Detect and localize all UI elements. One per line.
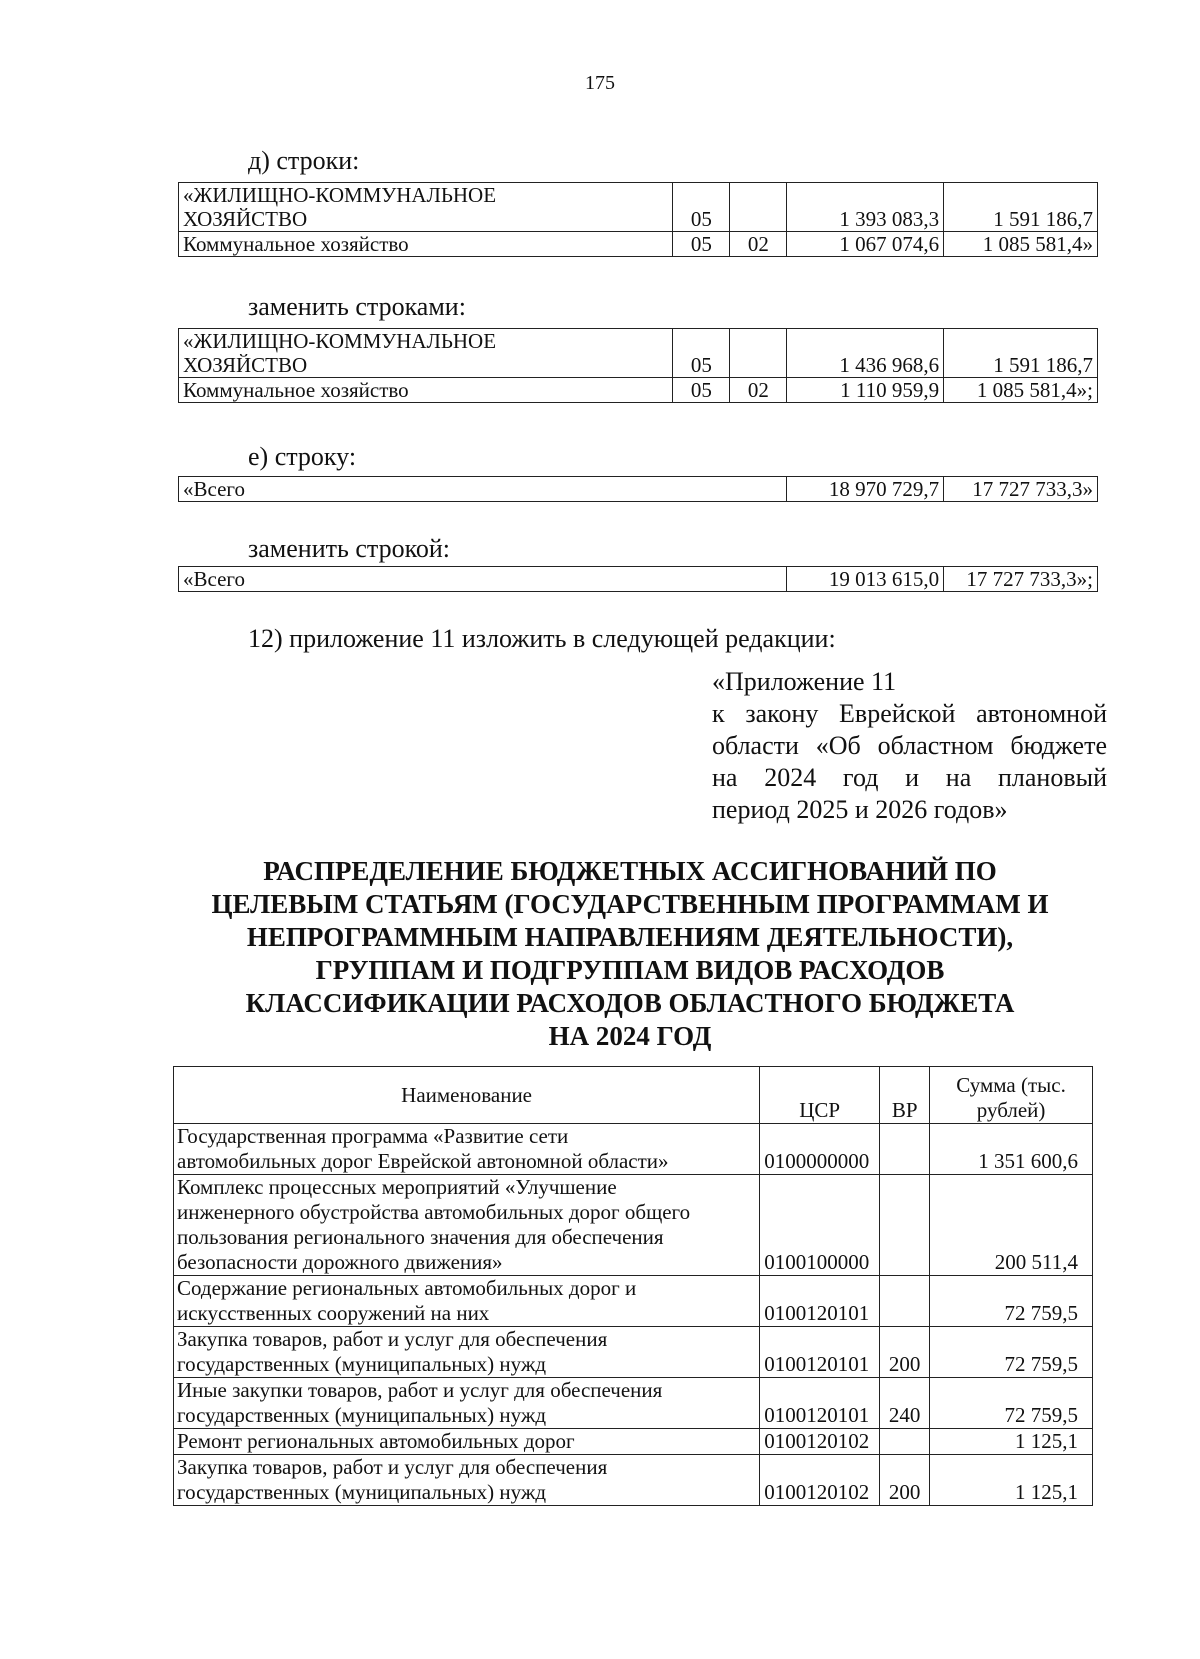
page-number: 175	[585, 72, 615, 94]
title-line: НЕПРОГРАММНЫМ НАПРАВЛЕНИЯМ ДЕЯТЕЛЬНОСТИ),	[246, 922, 1014, 952]
csr-cell: 0100100000	[760, 1175, 880, 1276]
budget-table	[173, 1066, 1093, 1506]
sum-2026-cell: 1 591 186,7	[944, 183, 1098, 232]
title-line: НА 2024 ГОД	[548, 1021, 712, 1051]
sum-2026-cell: 17 727 733,3»;	[944, 567, 1098, 592]
appendix-line: период 2025 и 2026 годов»	[712, 795, 1008, 824]
table-row	[179, 183, 1098, 232]
header-csr: ЦСР	[760, 1067, 880, 1124]
row-name-line: автомобильных дорог Еврейской автономной области»	[177, 1149, 669, 1173]
rz-cell: 05	[673, 183, 730, 232]
csr-cell: 0100120101	[760, 1276, 880, 1327]
row-name-line: Комплекс процессных мероприятий «Улучшение	[177, 1175, 617, 1199]
csr-cell: 0100000000	[760, 1124, 880, 1175]
table-row	[174, 1175, 1093, 1276]
appendix-line: на 2024 год и на плановый	[712, 763, 1107, 792]
sum-cell: 1 351 600,6	[930, 1124, 1093, 1175]
pr-cell	[730, 329, 787, 378]
table-row	[174, 1327, 1093, 1378]
header-name: Наименование	[174, 1067, 760, 1124]
row-name-line: пользования регионального значения для обеспечения	[177, 1225, 664, 1249]
header-sum-line: Сумма (тыс.	[956, 1073, 1066, 1097]
sum-cell: 72 759,5	[930, 1378, 1093, 1429]
sum-2026-cell: 1 085 581,4»	[944, 232, 1098, 257]
pr-cell: 02	[730, 378, 787, 403]
table-row	[174, 1455, 1093, 1506]
table-row	[179, 567, 1098, 592]
sum-cell: 72 759,5	[930, 1327, 1093, 1378]
vr-cell	[880, 1124, 930, 1175]
table-row	[174, 1124, 1093, 1175]
vr-cell	[880, 1429, 930, 1455]
sum-2025-cell: 1 067 074,6	[787, 232, 944, 257]
row-name-line: государственных (муниципальных) нужд	[177, 1403, 547, 1427]
csr-cell: 0100120102	[760, 1455, 880, 1506]
vr-cell: 240	[880, 1378, 930, 1429]
header-sum	[930, 1067, 1093, 1124]
vr-cell	[880, 1276, 930, 1327]
row-name: «Всего	[179, 567, 787, 592]
title-line: ЦЕЛЕВЫМ СТАТЬЯМ (ГОСУДАРСТВЕННЫМ ПРОГРАММАМ И	[211, 889, 1049, 919]
appendix-line: «Приложение 11	[712, 667, 897, 696]
row-name: Коммунальное хозяйство	[179, 232, 673, 257]
sum-cell: 1 125,1	[930, 1455, 1093, 1506]
row-name-line: Ремонт региональных автомобильных дорог	[177, 1429, 575, 1453]
pr-cell: 02	[730, 232, 787, 257]
csr-cell: 0100120101	[760, 1327, 880, 1378]
row-name-line: Закупка товаров, работ и услуг для обеспечения	[177, 1455, 608, 1479]
header-sum-line: рублей)	[976, 1098, 1046, 1122]
sum-cell: 1 125,1	[930, 1429, 1093, 1455]
table-row	[174, 1276, 1093, 1327]
title-line: КЛАССИФИКАЦИИ РАСХОДОВ ОБЛАСТНОГО БЮДЖЕТА	[245, 988, 1015, 1018]
replace-row-label: заменить строкой:	[248, 534, 451, 563]
appendix-line: к закону Еврейской автономной	[712, 699, 1107, 728]
sum-2026-cell: 1 085 581,4»;	[944, 378, 1098, 403]
table-row	[174, 1429, 1093, 1455]
table-row	[179, 329, 1098, 378]
rz-cell: 05	[673, 232, 730, 257]
section-e-table	[178, 476, 1098, 502]
appendix-header	[712, 666, 1107, 826]
table-row	[179, 232, 1098, 257]
row-name-line: государственных (муниципальных) нужд	[177, 1480, 547, 1504]
replace-rows-label: заменить строками:	[248, 292, 466, 321]
csr-cell: 0100120102	[760, 1429, 880, 1455]
row-name-line: безопасности дорожного движения»	[177, 1250, 503, 1274]
row-name-line: Закупка товаров, работ и услуг для обеспечения	[177, 1327, 608, 1351]
csr-cell: 0100120101	[760, 1378, 880, 1429]
vr-cell: 200	[880, 1327, 930, 1378]
table-row	[174, 1378, 1093, 1429]
document-title	[160, 855, 1100, 1053]
pr-cell	[730, 183, 787, 232]
vr-cell	[880, 1175, 930, 1276]
row-name: «Всего	[179, 477, 787, 502]
appendix-line: области «Об областном бюджете	[712, 731, 1107, 760]
table-row	[179, 477, 1098, 502]
row-name-line: искусственных сооружений на них	[177, 1301, 490, 1325]
row-name-line: инженерного обустройства автомобильных дорог общего	[177, 1200, 691, 1224]
rz-cell: 05	[673, 329, 730, 378]
sum-2025-cell: 1 436 968,6	[787, 329, 944, 378]
row-name: Коммунальное хозяйство	[179, 378, 673, 403]
header-vr: ВР	[880, 1067, 930, 1124]
table-row	[179, 378, 1098, 403]
title-line: ГРУППАМ И ПОДГРУППАМ ВИДОВ РАСХОДОВ	[315, 955, 945, 985]
row-name: «ЖИЛИЩНО-КОММУНАЛЬНОЕ	[183, 329, 497, 353]
row-name-line: государственных (муниципальных) нужд	[177, 1352, 547, 1376]
section-d-table	[178, 182, 1098, 257]
row-name-line: Иные закупки товаров, работ и услуг для обеспечения	[177, 1378, 663, 1402]
row-name-line: Государственная программа «Развитие сети	[177, 1124, 569, 1148]
item-12-text: 12) приложение 11 изложить в следующей редакции:	[248, 624, 836, 653]
row-name: ХОЗЯЙСТВО	[183, 353, 308, 377]
table-header-row	[174, 1067, 1093, 1124]
vr-cell: 200	[880, 1455, 930, 1506]
sum-cell: 200 511,4	[930, 1175, 1093, 1276]
section-e-label: е) строку:	[248, 442, 357, 471]
sum-2026-cell: 17 727 733,3»	[944, 477, 1098, 502]
row-name: «ЖИЛИЩНО-КОММУНАЛЬНОЕ	[183, 183, 497, 207]
row-name: ХОЗЯЙСТВО	[183, 207, 308, 231]
sum-2025-cell: 1 110 959,9	[787, 378, 944, 403]
sum-2025-cell: 19 013 615,0	[787, 567, 944, 592]
replace-row-table	[178, 566, 1098, 592]
sum-2025-cell: 1 393 083,3	[787, 183, 944, 232]
title-line: РАСПРЕДЕЛЕНИЕ БЮДЖЕТНЫХ АССИГНОВАНИЙ ПО	[263, 856, 997, 886]
sum-2026-cell: 1 591 186,7	[944, 329, 1098, 378]
row-name-line: Содержание региональных автомобильных дорог и	[177, 1276, 637, 1300]
replace-rows-table	[178, 328, 1098, 403]
sum-cell: 72 759,5	[930, 1276, 1093, 1327]
sum-2025-cell: 18 970 729,7	[787, 477, 944, 502]
rz-cell: 05	[673, 378, 730, 403]
section-d-label: д) строки:	[248, 146, 360, 175]
